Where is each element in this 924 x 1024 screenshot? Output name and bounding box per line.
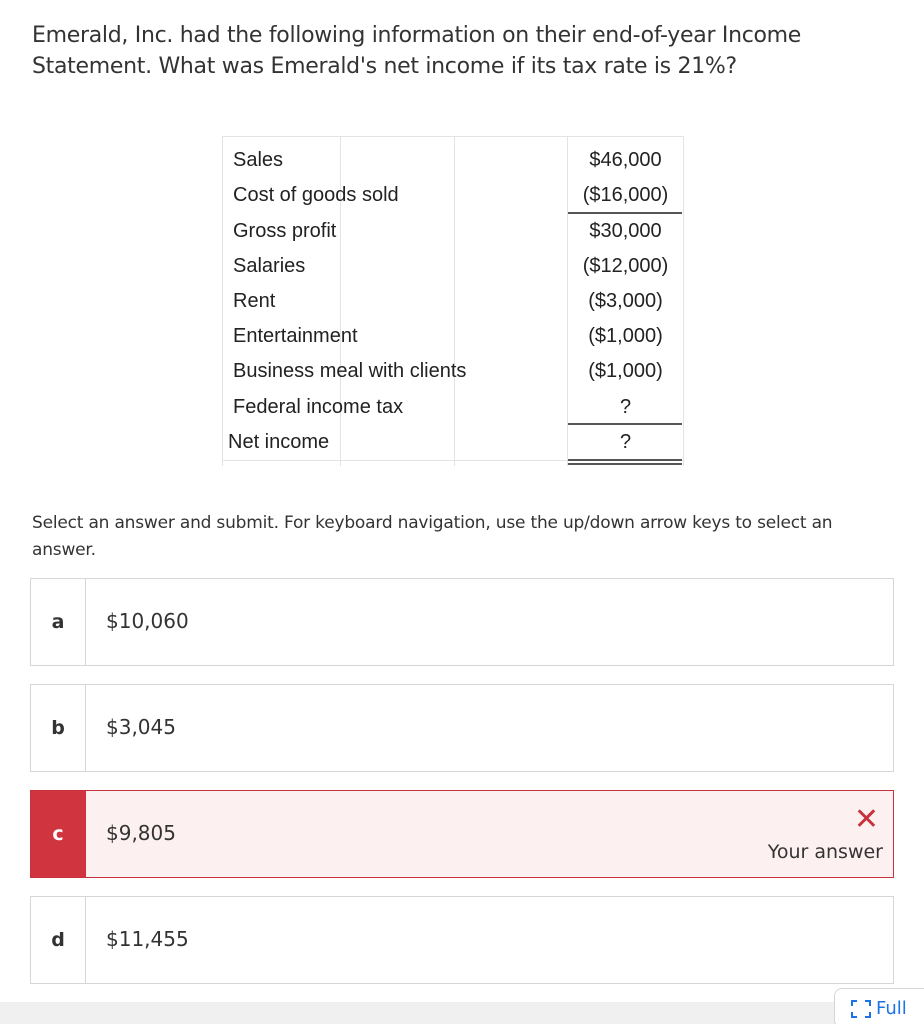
statement-label: Gross profit (233, 220, 337, 242)
option-text: $3,045 (106, 715, 176, 739)
statement-value: $46,000 (589, 149, 662, 171)
statement-label: Federal income tax (233, 396, 404, 418)
option-letter: b (31, 685, 86, 771)
statement-row-rent (222, 284, 684, 319)
statement-value: ($16,000) (582, 184, 669, 206)
statement-label: Salaries (233, 255, 306, 277)
statement-row-salaries (222, 249, 684, 284)
instructions-text: Select an answer and submit. For keyboard navigation, use the up/down arrow keys to select an answer. (32, 513, 833, 560)
option-text: $11,455 (106, 927, 189, 951)
answer-option-b[interactable] (30, 684, 894, 772)
option-text: $10,060 (106, 609, 189, 633)
statement-value: ($1,000) (588, 325, 663, 347)
answer-option-d[interactable] (30, 896, 894, 984)
statement-value: $30,000 (589, 220, 662, 242)
statement-row-entertainment (222, 319, 684, 354)
statement-label: Rent (233, 290, 276, 312)
statement-value: ($3,000) (588, 290, 663, 312)
statement-label: Entertainment (233, 325, 358, 347)
statement-label: Cost of goods sold (233, 184, 399, 206)
fullscreen-label: Full (876, 998, 907, 1019)
incorrect-x-icon: ✕ (853, 802, 879, 837)
statement-row-gross-profit (222, 214, 684, 249)
option-letter: a (31, 579, 86, 665)
statement-row-cogs (222, 178, 684, 213)
double-underline (568, 459, 682, 461)
statement-row-business-meal (222, 354, 684, 389)
answer-option-c[interactable] (30, 790, 894, 878)
your-answer-label: Your answer (767, 841, 883, 863)
bottom-bar (0, 1002, 924, 1024)
statement-label: Net income (228, 431, 330, 453)
statement-value: ? (619, 431, 632, 453)
option-text: $9,805 (106, 821, 176, 845)
question-text: Emerald, Inc. had the following information on their end-of-year Income Statement. What was Emerald's net income if its tax rate is 21%? (32, 23, 802, 79)
income-statement-table (222, 136, 684, 466)
fullscreen-button[interactable] (834, 988, 924, 1024)
double-underline (568, 463, 682, 465)
statement-label: Business meal with clients (233, 360, 467, 382)
statement-label: Sales (233, 149, 284, 171)
statement-value: ($12,000) (582, 255, 669, 277)
statement-value: ($1,000) (588, 360, 663, 382)
answer-option-a[interactable] (30, 578, 894, 666)
option-letter: d (31, 897, 86, 983)
statement-value: ? (619, 396, 632, 418)
statement-row-sales (222, 143, 684, 178)
option-letter: c (31, 791, 86, 877)
statement-row-federal-tax (222, 390, 684, 425)
statement-row-net-income (222, 425, 684, 460)
fullscreen-icon (851, 1000, 871, 1018)
